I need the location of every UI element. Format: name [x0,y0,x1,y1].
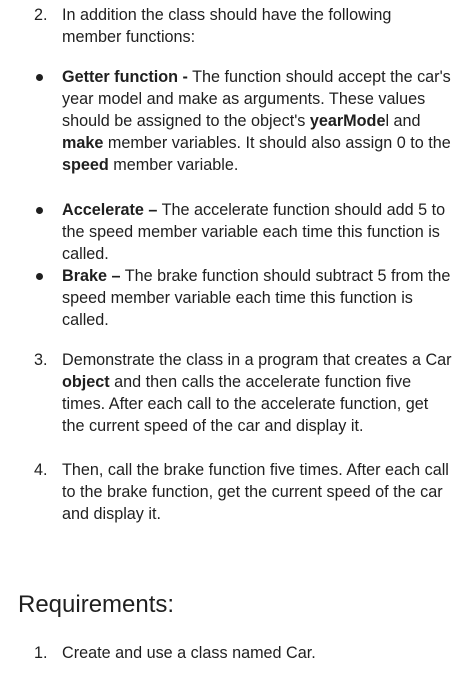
text-span: member variables. It should also assign 0 to the [103,134,451,152]
bullet-accelerate [36,199,456,265]
bullet-text [62,265,454,331]
bullet-label: Accelerate – [62,201,158,219]
list-item-text [62,349,454,437]
list-item-3 [34,349,454,437]
list-item-2 [34,4,454,48]
bullet-brake [36,265,456,331]
requirements-item-1 [34,642,454,664]
bold-term: speed [62,156,109,174]
bold-term: yearMode [309,112,386,130]
list-item-text: Create and use a class named Car. [62,644,316,662]
requirements-heading: Requirements: [18,591,175,618]
text-span: Demonstrate the class in a program that creates a Car [62,351,452,369]
text-span: member variable. [108,156,239,174]
bullet-text [62,66,454,176]
list-item-text: In addition the class should have the following member functions: [62,6,392,46]
bullet-icon [36,74,43,81]
bullet-icon [36,207,43,214]
text-span: and then calls the accelerate function five times. After each call to the accelerate function, get the current speed of the car and display it. [62,373,429,435]
list-item-4 [34,459,454,525]
list-number: 2. [34,6,48,24]
list-number: 1. [34,644,48,662]
bullet-text [62,199,454,265]
bullet-icon [36,273,43,280]
bold-term: make [62,134,104,152]
text-span: The accelerate function should add 5 to the speed member variable each time this function is called. [62,201,446,263]
list-item-text: Then, call the brake function five times. After each call to the brake function, get the current speed of the car and display it. [62,461,449,523]
bold-term: object [62,373,110,391]
bullet-label: Getter function - [62,68,188,86]
list-number: 3. [34,351,48,369]
list-number: 4. [34,461,48,479]
text-span: The brake function should subtract 5 from the speed member variable each time this function is called. [62,267,451,329]
text-span: The function should accept the car's year model and make as arguments. These values should be assigned to the object's [62,68,451,130]
bullet-getter-function [36,66,456,176]
text-span: l and [385,112,421,130]
bullet-label: Brake – [62,267,121,285]
